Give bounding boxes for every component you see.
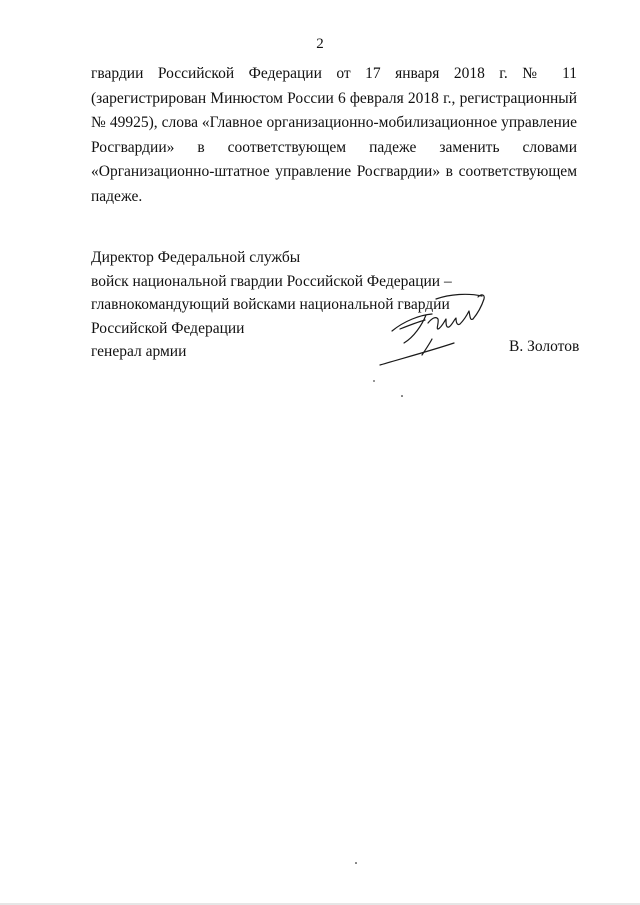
body-paragraph: гвардии Российской Федерации от 17 января 2018 г. № 11 (зарегистрирован Минюстом России 6 февраля 2018 г., регистрационный № 49925), слова «Главное организационно-мобилизационное управление Росгвардии» в соответствующем падеже заменить словами «Организационно-штатное управление Росгвардии» в соответствующем падеже. xyxy=(91,65,577,205)
signatory-position-line: генерал армии xyxy=(91,343,187,360)
scan-speck xyxy=(401,395,403,397)
signatory-position-line: Российской Федерации xyxy=(91,319,245,337)
scan-speck xyxy=(373,380,375,382)
body-paragraph-container xyxy=(91,62,577,209)
signatory-position-line: Директор Федеральной службы xyxy=(91,249,301,266)
signatory-position-line: войск национальной гвардии Российской Федерации – xyxy=(91,272,452,290)
handwritten-signature-icon xyxy=(370,285,505,380)
signatory-position-line: главнокомандующий войсками национальной гвардии xyxy=(91,296,450,313)
signatory-name: В. Золотов xyxy=(509,338,580,355)
signatory-position-block xyxy=(91,246,581,364)
page-number: 2 xyxy=(316,36,324,52)
scan-speck xyxy=(355,862,357,864)
